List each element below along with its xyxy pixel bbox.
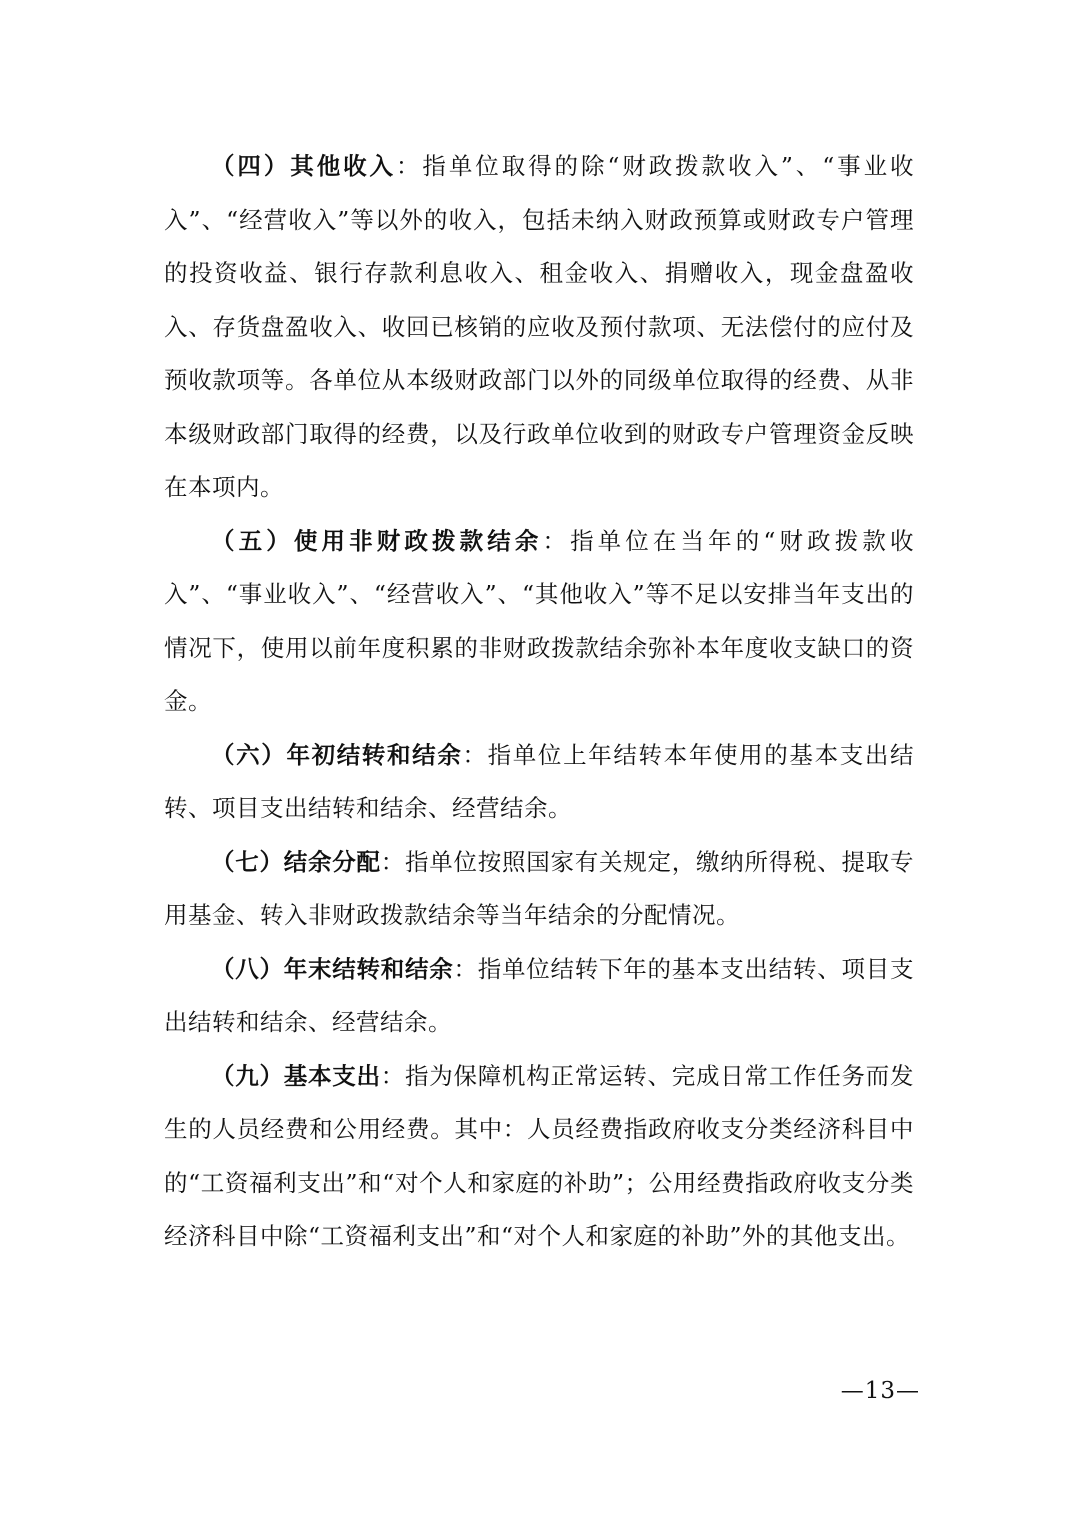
paragraph-text: 指单位按照国家有关规定，缴纳所得税、提取专用基金、转入非财政拨款结余等当年结余的分配情况。 [164,847,914,929]
term-heading: （四）其他收入 [211,152,396,180]
paragraph-closing-carryover [164,943,914,1050]
term-separator: ： [395,152,423,180]
paragraph-text: 指单位在当年的“财政拨款收入”、“事业收入”、“经营收入”、“其他收入”等不足以安排当年支出的情况下，使用以前年度积累的非财政拨款结余弥补本年度收支缺口的资金。 [164,526,915,715]
paragraph-other-income [164,140,914,515]
term-heading: （九）基本支出 [211,1061,381,1090]
paragraph-text: 指为保障机构正常运转、完成日常工作任务而发生的人员经费和公用经费。其中：人员经费指政府收支分类经济科目中的“工资福利支出”和“对个人和家庭的补助”；公用经费指政府收支分类经济科目中除“工资福利支出”和“对个人和家庭的补助”外的其他支出。 [164,1061,914,1250]
term-heading: （七）结余分配 [211,847,381,876]
term-heading: （五）使用非财政拨款结余 [211,526,543,555]
term-heading: （六）年初结转和结余 [211,740,463,769]
paragraph-text: 指单位结转下年的基本支出结转、项目支出结转和结余、经营结余。 [164,954,914,1036]
term-separator: ： [380,847,405,876]
page-number: —13— [840,1378,920,1404]
paragraph-basic-expenditure [164,1050,914,1264]
paragraph-text: 指单位上年结转本年使用的基本支出结转、项目支出结转和结余、经营结余。 [164,740,915,822]
paragraph-balance-distribution [164,836,914,943]
term-heading: （八）年末结转和结余 [211,954,454,983]
term-separator: ： [542,526,571,555]
paragraph-opening-carryover [164,729,914,836]
paragraph-text: 指单位取得的除“财政拨款收入”、“事业收入”、“经营收入”等以外的收入，包括未纳入财政预算或财政专户管理的投资收益、银行存款利息收入、租金收入、捐赠收入，现金盘盈收入、存货盘盈收入、收回已核销的应收及预付款项、无法偿付的应付及预收款项等。各单位从本级财政部门以外的同级单位取得的经费、从非本级财政部门取得的经费，以及行政单位收到的财政专户管理资金反映在本项内。 [164,152,915,501]
term-separator: ： [462,740,488,769]
term-separator: ： [453,954,478,983]
paragraph-non-fiscal-balance [164,515,914,729]
term-separator: ： [380,1061,405,1090]
document-body [164,140,914,1264]
